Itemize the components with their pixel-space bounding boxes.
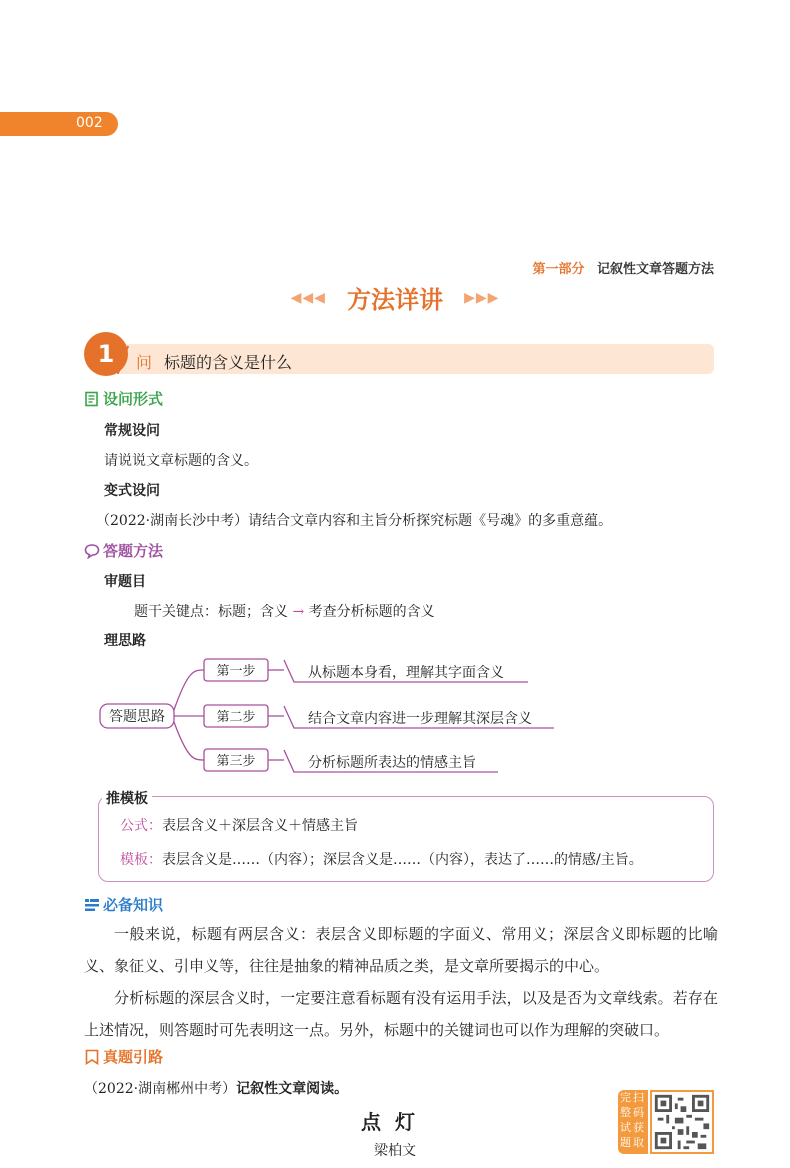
qr-char: 题: [620, 1136, 631, 1149]
knowledge-paragraph-2: 分析标题的深层含义时，一定要注意看标题有没有运用手法，以及是否为文章线索。若存在上述情况，则答题时可先表明这一点。另外，标题中的关键词也可以作为理解的突破口。: [84, 989, 718, 1039]
qr-char: 码: [633, 1106, 644, 1119]
template-box: [98, 796, 714, 882]
question-label: 问: [136, 353, 153, 372]
method-heading-text: 答题方法: [103, 542, 164, 560]
step2-label: 第二步: [216, 710, 256, 725]
diagram-root-label: 答题思路: [109, 709, 165, 725]
question-number-badge: 1: [84, 332, 128, 376]
knowledge-paragraph-1: 一般来说，标题有两层含义：表层含义即标题的字面义、常用义；深层含义即标题的比喻义、象征义、引申义等，往往是抽象的精神品质之类，是文章所要揭示的中心。: [84, 925, 718, 975]
step1-desc: 从标题本身看，理解其字面含义: [308, 665, 504, 681]
formula-label: 公式：: [120, 818, 162, 834]
exam-heading-text: 真题引路: [103, 1048, 164, 1066]
step3-label: 第三步: [216, 754, 256, 769]
part-number: 第一部分: [532, 262, 585, 277]
knowledge-heading: [84, 894, 163, 915]
sheshi-heading-text: 设问形式: [103, 390, 164, 408]
exam-source-tail: 记叙性文章阅读。: [236, 1081, 349, 1097]
template-label: 推模板: [102, 788, 152, 808]
bookmark-icon: [84, 1049, 100, 1065]
part-name: 记叙性文章答题方法: [596, 262, 714, 277]
step2-desc: 结合文章内容进一步理解其深层含义: [308, 711, 532, 727]
story-author: 梁柏文: [374, 1143, 416, 1159]
regular-label: 常规设问: [104, 423, 160, 439]
arrow-right-icon: →: [292, 604, 305, 620]
exam-heading: [84, 1046, 163, 1067]
qr-char: 整: [620, 1106, 631, 1119]
variant-text: （2022·湖南长沙中考）请结合文章内容和主旨分析探究标题《号魂》的多重意蕴。: [96, 513, 613, 529]
regular-text: 请说说文章标题的含义。: [104, 453, 258, 469]
shen-label: 审题目: [104, 574, 146, 590]
step1-label: 第一步: [216, 664, 256, 679]
qr-char: 取: [633, 1136, 644, 1149]
qr-char: 获: [633, 1121, 644, 1134]
qr-label: [618, 1090, 648, 1154]
qr-char: 试: [620, 1121, 631, 1134]
knowledge-heading-text: 必备知识: [103, 896, 164, 914]
step3-desc: 分析标题所表达的情感主旨: [308, 755, 476, 771]
story-title: 点灯: [361, 1110, 429, 1134]
document-icon: [84, 391, 100, 407]
shen-text-a: 题干关键点：标题；含义: [134, 604, 288, 620]
section-title: [0, 280, 790, 315]
model-line: [120, 849, 643, 869]
qr-block[interactable]: [618, 1090, 716, 1154]
list-icon: [84, 897, 100, 913]
variant-label: 变式设问: [104, 483, 160, 499]
right-arrows-icon: ▶▶▶: [464, 289, 500, 306]
qr-char: 扫: [633, 1091, 644, 1104]
exam-source-line: [84, 1078, 348, 1098]
part-header: [532, 258, 714, 277]
method-heading: [84, 540, 163, 561]
question-text: 标题的含义是什么: [164, 353, 293, 372]
page-number-tab: [0, 112, 118, 136]
shen-line: [134, 601, 435, 621]
qr-char: 完: [620, 1091, 631, 1104]
qr-code-icon[interactable]: [650, 1090, 714, 1154]
page-number: 002: [76, 115, 103, 131]
formula-text: 表层含义＋深层含义＋情感主旨: [162, 818, 358, 834]
model-text: 表层含义是……（内容）；深层含义是……（内容），表达了……的情感/主旨。: [162, 852, 643, 868]
model-label: 模板：: [120, 852, 162, 868]
speech-bubble-icon: [84, 543, 100, 559]
formula-line: [120, 815, 358, 835]
section-title-text: 方法详讲: [347, 286, 443, 314]
exam-source: （2022·湖南郴州中考）: [84, 1081, 237, 1097]
sheshi-heading: [84, 388, 163, 409]
li-label: 理思路: [104, 633, 146, 649]
left-arrows-icon: ◀◀◀: [290, 289, 326, 306]
thinking-diagram: [98, 652, 558, 774]
shen-text-b: 考查分析标题的含义: [308, 604, 435, 620]
